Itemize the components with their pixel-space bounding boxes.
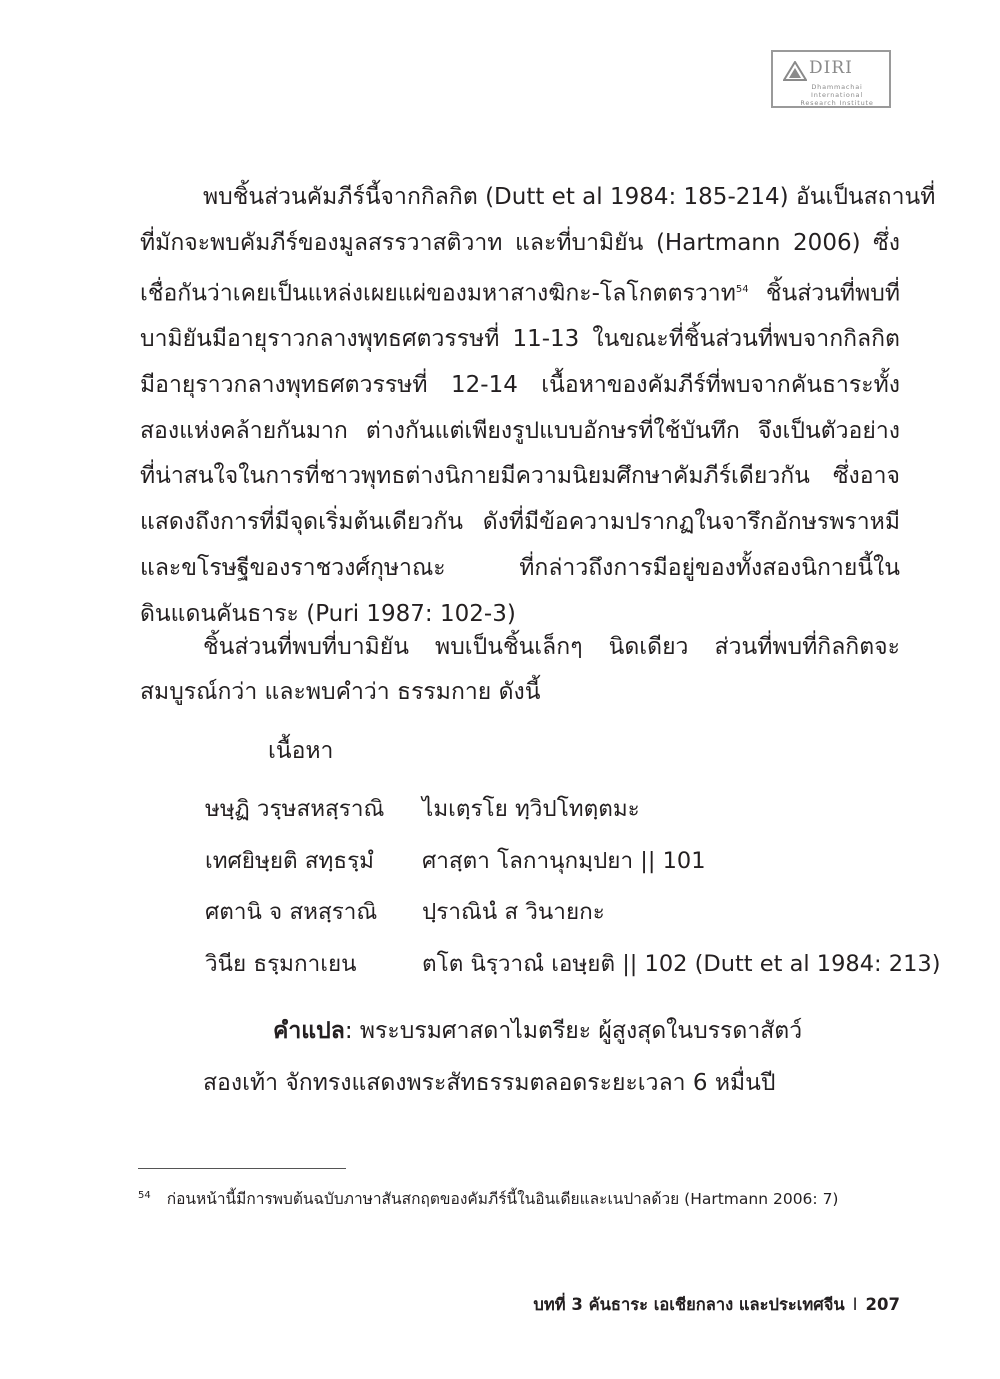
footnote-number: 54 — [138, 1189, 151, 1201]
paragraph-line: ที่น่าสนใจในการที่ชาวพุทธต่างนิกายมีความนิยมศึกษาคัมภีร์เดียวกัน ซึ่งอาจ — [140, 463, 900, 490]
verse-row — [205, 945, 941, 981]
footnote-divider — [138, 1168, 346, 1169]
translation-line: สองเท้า จักทรงแสดงพระสัทธรรมตลอดระยะเวลา 6 หมื่นปี — [203, 1070, 776, 1096]
triangle-logo-icon — [783, 61, 807, 81]
footnote-text: ก่อนหน้านี้มีการพบต้นฉบับภาษาสันสกฤตของคัมภีร์นี้ในอินเดียและเนปาลด้วย (Hartmann 2006: 7) — [166, 1190, 839, 1208]
paragraph-line: มีอายุราวกลางพุทธศตวรรษที่ 12-14 เนื้อหาของคัมภีร์ที่พบจากคันธาระทั้ง — [140, 371, 900, 398]
logo-subtitle-line2: Research Institute — [800, 99, 874, 107]
paragraph-line: บามิยันมีอายุราวกลางพุทธศตวรรษที่ 11-13 ในขณะที่ชิ้นส่วนที่พบจากกิลกิต — [140, 326, 900, 353]
verse-row — [205, 790, 905, 826]
page-number: 207 — [865, 1295, 900, 1314]
logo-subtitle — [787, 83, 887, 107]
diri-logo — [771, 50, 891, 108]
paragraph-line: ชิ้นส่วนที่พบที่บามิยัน พบเป็นชิ้นเล็กๆ นิดเดียว ส่วนที่พบที่กิลกิตจะ — [203, 634, 900, 660]
verse-left: ษษฺฏิ วรฺษสหสฺราณิ — [205, 796, 385, 822]
folio-separator: I — [852, 1295, 858, 1314]
paragraph-line: พบชิ้นส่วนคัมภีร์นี้จากกิลกิต (Dutt et al 1984: 185-214) อันเป็นสถานที่ — [203, 184, 936, 210]
paragraph-1 — [140, 175, 936, 638]
paragraph-line-text: เชื่อกันว่าเคยเป็นแหล่งเผยแผ่ของมหาสางฆิกะ-โลโกตตรวาท — [140, 280, 736, 307]
paragraph-line — [140, 267, 900, 317]
paragraph-line-text: ชิ้นส่วนที่พบที่ — [748, 280, 900, 307]
paragraph-line: แสดงถึงการที่มีจุดเริ่มต้นเดียวกัน ดังที่มีข้อความปรากฏในจารึกอักษรพราหมี — [140, 509, 900, 536]
paragraph-line: สมบูรณ์กว่า และพบคำว่า ธรรมกาย ดังนี้ — [140, 679, 541, 705]
verse-heading: เนื้อหา — [268, 738, 334, 764]
verse-left: เทศยิษฺยติ สทฺธรฺมํ — [205, 848, 374, 874]
paragraph-line: ดินแดนคันธาระ (Puri 1987: 102-3) — [140, 600, 516, 627]
translation-text: : พระบรมศาสดาไมตรียะ ผู้สูงสุดในบรรดาสัตว์ — [344, 1018, 803, 1044]
footnote — [138, 1186, 838, 1211]
paragraph-line: ที่มักจะพบคัมภีร์ของมูลสรรวาสติวาท และที่บามิยัน (Hartmann 2006) ซึ่ง — [140, 229, 900, 256]
verse-left: วินีย ธรฺมกาเยน — [205, 951, 357, 977]
chapter-title: บทที่ 3 คันธาระ เอเชียกลาง และประเทศจีน — [533, 1295, 845, 1314]
paragraph-line: สองแห่งคล้ายกันมาก ต่างกันแต่เพียงรูปแบบอักษรที่ใช้บันทึก จึงเป็นตัวอย่าง — [140, 417, 900, 444]
logo-subtitle-line1: Dhammachai International — [811, 83, 863, 99]
translation-line — [203, 1005, 843, 1057]
paragraph-2 — [140, 625, 900, 715]
page-footer — [533, 1292, 900, 1318]
translation — [203, 1005, 843, 1109]
verse-row — [205, 842, 905, 878]
paragraph-line: และขโรษฐีของราชวงศ์กุษาณะ ที่กล่าวถึงการมีอยู่ของทั้งสองนิกายนี้ใน — [140, 555, 900, 582]
verse-row — [205, 893, 905, 929]
verse-right: ศาสฺตา โลกานุกมฺปยา || 101 — [422, 848, 706, 874]
logo-name: DIRI — [809, 58, 853, 78]
verse-right: ไมเตฺรโย ทฺวิปโทตฺตมะ — [422, 796, 640, 822]
verse-right: ปฺราณินํ ส วินายกะ — [422, 899, 605, 925]
verse-right: ตโต นิรฺวาณํ เอษฺยติ || 102 (Dutt et al 1984: 213) — [422, 951, 941, 977]
footnote-reference[interactable]: 54 — [735, 283, 749, 295]
translation-label: คำแปล — [273, 1018, 345, 1044]
verse-left: ศตานิ จ สหสฺราณิ — [205, 899, 378, 925]
